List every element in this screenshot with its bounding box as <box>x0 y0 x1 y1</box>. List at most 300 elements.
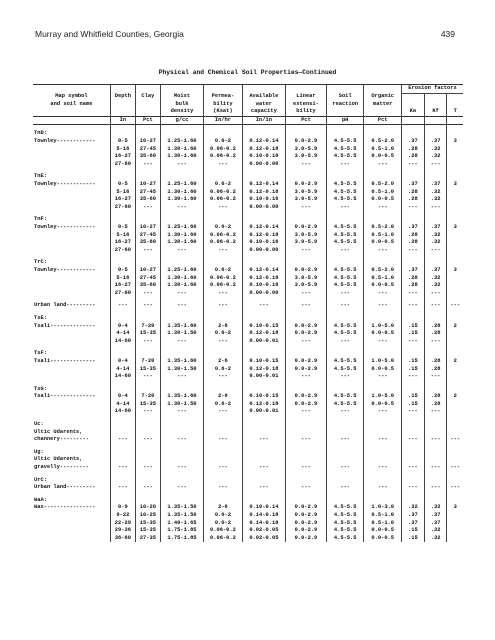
soil-name-cell <box>33 535 110 543</box>
value-cell: --- <box>110 436 135 444</box>
value-cell: .28 <box>401 232 424 240</box>
value-cell: 2-6 <box>204 504 243 512</box>
value-cell: 0.0-0.5 <box>364 527 402 535</box>
value-cell <box>160 429 203 437</box>
value-cell: .37 <box>401 267 424 275</box>
value-cell <box>447 366 463 374</box>
value-cell: --- <box>447 484 463 492</box>
value-cell: 0.0-2.9 <box>285 323 326 331</box>
value-cell: 0.0-0.5 <box>364 282 402 290</box>
value-cell: 3 <box>447 267 463 275</box>
value-cell: 10-27 <box>135 224 160 232</box>
soil-name-cell: Urban land--------- <box>34 302 96 309</box>
value-cell <box>447 196 463 204</box>
value-cell: 0.10-0.16 <box>242 239 285 247</box>
value-cell: 0.10-0.15 <box>242 323 285 331</box>
value-cell: 0.06-0.2 <box>204 282 243 290</box>
map-symbol-row <box>33 449 463 457</box>
value-cell: --- <box>135 373 160 381</box>
value-cell: 1.25-1.60 <box>160 138 203 146</box>
col-organic-2: matter <box>364 101 402 109</box>
value-cell: 1.30-1.50 <box>160 401 203 409</box>
value-cell: 0.00-0.00 <box>242 161 285 169</box>
value-cell: --- <box>401 464 424 472</box>
table-row <box>33 520 463 528</box>
value-cell: .28 <box>401 146 424 154</box>
value-cell: 0.06-0.2 <box>204 189 243 197</box>
table-row <box>33 393 463 401</box>
value-cell: 0.10-0.15 <box>242 393 285 401</box>
soil-name-cell <box>33 408 110 416</box>
map-symbol-row <box>33 259 463 267</box>
value-cell: 3.0-5.9 <box>285 282 326 290</box>
value-cell: 29-36 <box>110 527 135 535</box>
value-cell: 0-4 <box>110 358 135 366</box>
value-cell: --- <box>204 161 243 169</box>
value-cell: .37 <box>424 512 447 520</box>
value-cell <box>242 456 285 464</box>
value-cell: 4.5-5.5 <box>326 267 364 275</box>
value-cell: 1.30-1.50 <box>160 366 203 374</box>
value-cell: 0.00-0.01 <box>242 338 285 346</box>
value-cell: --- <box>135 161 160 169</box>
value-cell: 3.0-5.9 <box>285 232 326 240</box>
value-cell: 2 <box>447 393 463 401</box>
value-cell <box>447 247 463 255</box>
value-cell: .15 <box>401 330 424 338</box>
value-cell: .32 <box>424 282 447 290</box>
value-cell: 7-20 <box>135 358 160 366</box>
value-cell: --- <box>204 290 243 298</box>
table-row <box>33 146 463 154</box>
value-cell: 0.10-0.16 <box>242 196 285 204</box>
value-cell: 0.0-0.5 <box>364 239 402 247</box>
value-cell: 0.02-0.05 <box>242 535 285 543</box>
value-cell: 27-60 <box>110 290 135 298</box>
col-moist: Moist <box>160 93 203 101</box>
col-map-symbol: Map symbol <box>55 93 88 100</box>
value-cell: 0.00-0.00 <box>242 290 285 298</box>
map-symbol: Ug: <box>34 448 44 455</box>
value-cell: --- <box>160 373 203 381</box>
value-cell: 16-27 <box>110 282 135 290</box>
value-cell: --- <box>364 436 402 444</box>
value-cell: --- <box>424 204 447 212</box>
value-cell: 14-60 <box>110 373 135 381</box>
table-row <box>33 161 463 169</box>
value-cell: 1.35-1.50 <box>160 504 203 512</box>
value-cell <box>447 146 463 154</box>
col-map-symbol-2: and soil name <box>50 100 93 107</box>
table-row <box>33 275 463 283</box>
value-cell: 0.12-0.18 <box>242 189 285 197</box>
value-cell <box>447 232 463 240</box>
unit-clay: Pct <box>135 116 160 125</box>
value-cell: 0-5 <box>110 181 135 189</box>
value-cell: 4.5-5.5 <box>326 146 364 154</box>
value-cell: 4-14 <box>110 366 135 374</box>
value-cell: 4.5-5.5 <box>326 535 364 543</box>
value-cell: .32 <box>424 535 447 543</box>
value-cell <box>285 429 326 437</box>
value-cell: .32 <box>424 527 447 535</box>
value-cell: 5-16 <box>110 232 135 240</box>
table-row <box>33 302 463 310</box>
soil-name-cell: Tsali-------------- <box>34 393 96 400</box>
value-cell: 0.0-2.9 <box>285 330 326 338</box>
table-row <box>33 504 463 512</box>
value-cell: 0.12-0.14 <box>242 181 285 189</box>
value-cell: --- <box>242 464 285 472</box>
value-cell: 0.0-2.9 <box>285 138 326 146</box>
value-cell: 27-60 <box>110 247 135 255</box>
value-cell: 0.0-2.9 <box>285 527 326 535</box>
table-row <box>33 239 463 247</box>
value-cell: 1.30-1.60 <box>160 196 203 204</box>
value-cell: 3 <box>447 181 463 189</box>
value-cell: 0.6-2 <box>204 224 243 232</box>
value-cell: --- <box>204 436 243 444</box>
value-cell: 4.5-5.5 <box>326 153 364 161</box>
value-cell: 2 <box>447 358 463 366</box>
map-symbol-row <box>33 386 463 394</box>
value-cell: --- <box>424 302 447 310</box>
unit-ph: pH <box>326 116 364 125</box>
value-cell: --- <box>364 247 402 255</box>
value-cell: --- <box>135 247 160 255</box>
map-symbol-row <box>33 173 463 181</box>
value-cell: --- <box>424 161 447 169</box>
value-cell: --- <box>160 484 203 492</box>
value-cell: --- <box>401 408 424 416</box>
unit-organic: Pct <box>364 116 402 125</box>
value-cell: 4-14 <box>110 401 135 409</box>
value-cell: 4.5-5.5 <box>326 275 364 283</box>
value-cell: --- <box>285 204 326 212</box>
value-cell: --- <box>401 204 424 212</box>
value-cell: --- <box>285 290 326 298</box>
value-cell: --- <box>204 408 243 416</box>
soil-name-cell <box>33 275 110 283</box>
header-row-erosion <box>33 85 463 94</box>
value-cell: --- <box>135 204 160 212</box>
value-cell: 0.0-2.9 <box>285 520 326 528</box>
value-cell: --- <box>204 464 243 472</box>
map-symbol: Uc: <box>34 421 44 428</box>
soil-name-cell: Townley------------ <box>34 181 96 188</box>
value-cell: 0.0-2.9 <box>285 181 326 189</box>
value-cell: --- <box>364 302 402 310</box>
value-cell: 27-45 <box>135 275 160 283</box>
value-cell: 3 <box>447 138 463 146</box>
value-cell: 1.30-1.60 <box>160 275 203 283</box>
value-cell: --- <box>135 464 160 472</box>
value-cell: 3.0-5.9 <box>285 196 326 204</box>
value-cell: 5-16 <box>110 146 135 154</box>
value-cell: 1.30-1.60 <box>160 232 203 240</box>
value-cell: 0.5-1.0 <box>364 512 402 520</box>
value-cell <box>160 456 203 464</box>
col-perm-3: (Ksat) <box>204 108 243 116</box>
value-cell: 7-20 <box>135 393 160 401</box>
table-row <box>33 224 463 232</box>
col-soil-reaction: Soil <box>326 93 364 101</box>
value-cell: 0.5-1.0 <box>364 189 402 197</box>
value-cell: .15 <box>401 358 424 366</box>
value-cell: --- <box>326 247 364 255</box>
map-symbol-row <box>33 315 463 323</box>
value-cell: .15 <box>401 527 424 535</box>
soil-name-cell <box>33 161 110 169</box>
table-row <box>33 408 463 416</box>
map-symbol: UrC: <box>34 476 47 483</box>
value-cell: 15-35 <box>135 520 160 528</box>
table-row <box>33 366 463 374</box>
value-cell: --- <box>364 408 402 416</box>
value-cell: 27-45 <box>135 189 160 197</box>
value-cell: --- <box>447 302 463 310</box>
soil-name-cell <box>33 290 110 298</box>
value-cell: 1.35-1.60 <box>160 358 203 366</box>
value-cell: .28 <box>424 393 447 401</box>
value-cell: --- <box>364 373 402 381</box>
value-cell: 4.5-5.5 <box>326 323 364 331</box>
col-linear-2: extensi- <box>285 101 326 109</box>
value-cell: --- <box>160 290 203 298</box>
value-cell <box>204 456 243 464</box>
table-row <box>33 196 463 204</box>
value-cell: 0-5 <box>110 224 135 232</box>
value-cell: 3.0-5.9 <box>285 189 326 197</box>
value-cell: 1.30-1.60 <box>160 189 203 197</box>
soil-name-cell <box>33 153 110 161</box>
value-cell: 0.06-0.2 <box>204 275 243 283</box>
value-cell: --- <box>160 464 203 472</box>
table-row <box>33 484 463 492</box>
value-cell: .37 <box>401 138 424 146</box>
value-cell: --- <box>160 436 203 444</box>
value-cell: --- <box>326 436 364 444</box>
map-symbol-row <box>33 216 463 224</box>
value-cell: 1.35-1.60 <box>160 393 203 401</box>
value-cell <box>364 456 402 464</box>
value-cell: .37 <box>401 224 424 232</box>
soil-name-cell <box>33 204 110 212</box>
value-cell: .28 <box>401 153 424 161</box>
value-cell: 1.75-1.85 <box>160 527 203 535</box>
value-cell: 7-20 <box>135 323 160 331</box>
value-cell: 0.5-1.0 <box>364 275 402 283</box>
value-cell: 0.0-2.9 <box>285 504 326 512</box>
value-cell: --- <box>401 338 424 346</box>
value-cell: 1.35-1.60 <box>160 323 203 331</box>
value-cell: .28 <box>401 196 424 204</box>
map-symbol: TsE: <box>34 314 47 321</box>
table-row <box>33 338 463 346</box>
value-cell: 0-5 <box>110 267 135 275</box>
value-cell: 0.06-0.2 <box>204 535 243 543</box>
value-cell: 0.0-2.9 <box>285 224 326 232</box>
value-cell: --- <box>160 338 203 346</box>
value-cell <box>447 290 463 298</box>
value-cell: 0.6-2 <box>204 138 243 146</box>
value-cell: .28 <box>401 239 424 247</box>
value-cell: 3 <box>447 504 463 512</box>
value-cell: 10-20 <box>135 504 160 512</box>
col-awc-2: water <box>242 101 285 109</box>
value-cell: .32 <box>424 504 447 512</box>
value-cell: 27-60 <box>110 204 135 212</box>
value-cell: 4.5-5.5 <box>326 196 364 204</box>
value-cell: 0.06-0.2 <box>204 196 243 204</box>
value-cell: --- <box>401 436 424 444</box>
value-cell: 3 <box>447 224 463 232</box>
soil-name-cell <box>33 338 110 346</box>
value-cell: 0-4 <box>110 393 135 401</box>
value-cell: --- <box>160 408 203 416</box>
value-cell: 22-29 <box>110 520 135 528</box>
value-cell <box>401 456 424 464</box>
value-cell: 0.0-2.9 <box>285 401 326 409</box>
value-cell: .37 <box>424 181 447 189</box>
col-moist-3: density <box>160 108 203 116</box>
value-cell <box>447 527 463 535</box>
value-cell: .28 <box>424 401 447 409</box>
value-cell: 0.12-0.18 <box>242 330 285 338</box>
value-cell: 36-60 <box>110 535 135 543</box>
value-cell: --- <box>110 464 135 472</box>
value-cell: 0.12-0.14 <box>242 267 285 275</box>
value-cell: 0.0-2.9 <box>285 393 326 401</box>
value-cell: 15-35 <box>135 527 160 535</box>
unit-perm: In/hr <box>204 116 243 125</box>
value-cell: 27-35 <box>135 535 160 543</box>
page-number: 439 <box>440 29 455 39</box>
map-symbol-row <box>33 130 463 138</box>
value-cell: 0.06-0.2 <box>204 146 243 154</box>
table-row <box>33 247 463 255</box>
value-cell: --- <box>285 247 326 255</box>
value-cell: 0.0-2.9 <box>285 358 326 366</box>
soil-name-cell <box>33 366 110 374</box>
header-row-3 <box>33 108 463 116</box>
value-cell: 4.5-5.5 <box>326 232 364 240</box>
value-cell: .15 <box>401 401 424 409</box>
soil-name-cell <box>33 520 110 528</box>
value-cell: 16-27 <box>110 239 135 247</box>
value-cell <box>447 189 463 197</box>
value-cell: 0.12-0.18 <box>242 146 285 154</box>
table-row <box>33 330 463 338</box>
value-cell: 3.0-5.9 <box>285 146 326 154</box>
value-cell: --- <box>285 338 326 346</box>
value-cell: 0.06-0.2 <box>204 153 243 161</box>
value-cell: .28 <box>401 282 424 290</box>
value-cell: .15 <box>401 366 424 374</box>
value-cell: --- <box>401 290 424 298</box>
value-cell: 1.30-1.60 <box>160 282 203 290</box>
value-cell: --- <box>364 338 402 346</box>
value-cell: 0.00-0.01 <box>242 373 285 381</box>
value-cell: --- <box>285 484 326 492</box>
value-cell: --- <box>285 161 326 169</box>
value-cell: --- <box>285 436 326 444</box>
value-cell: 0.06-0.2 <box>204 232 243 240</box>
value-cell: 27-60 <box>110 161 135 169</box>
value-cell: --- <box>135 436 160 444</box>
value-cell <box>447 338 463 346</box>
value-cell: 0.12-0.18 <box>242 366 285 374</box>
value-cell: --- <box>204 302 243 310</box>
map-symbol-row <box>33 350 463 358</box>
value-cell: 1.30-1.60 <box>160 239 203 247</box>
value-cell: 0.12-0.18 <box>242 275 285 283</box>
value-cell: --- <box>401 302 424 310</box>
value-cell: 0.5-2.0 <box>364 224 402 232</box>
value-cell: --- <box>326 464 364 472</box>
header-row-1 <box>33 93 463 101</box>
value-cell: --- <box>242 302 285 310</box>
value-cell: 10-25 <box>135 512 160 520</box>
value-cell: .15 <box>401 393 424 401</box>
value-cell <box>110 456 135 464</box>
value-cell: --- <box>204 338 243 346</box>
table-row <box>33 181 463 189</box>
value-cell: 4.5-5.5 <box>326 393 364 401</box>
table-row <box>33 138 463 146</box>
value-cell: 5-16 <box>110 189 135 197</box>
value-cell: 4-14 <box>110 330 135 338</box>
value-cell: 0.14-0.18 <box>242 520 285 528</box>
value-cell: 0.06-0.2 <box>204 239 243 247</box>
value-cell: --- <box>242 436 285 444</box>
value-cell <box>447 512 463 520</box>
value-cell: .32 <box>424 239 447 247</box>
value-cell <box>447 373 463 381</box>
value-cell: 0.00-0.00 <box>242 204 285 212</box>
table-title: Physical and Chemical Soil Properties—Continued <box>158 69 337 76</box>
soil-name-cell: Ultic Udarents, <box>34 456 83 463</box>
value-cell: 2-6 <box>204 358 243 366</box>
table-row <box>33 512 463 520</box>
value-cell: 0.10-0.14 <box>242 504 285 512</box>
soil-name-cell <box>33 146 110 154</box>
value-cell: 0.6-2 <box>204 401 243 409</box>
value-cell: 0.6-2 <box>204 366 243 374</box>
value-cell: 0.0-0.5 <box>364 330 402 338</box>
value-cell <box>447 429 463 437</box>
value-cell: 10-27 <box>135 138 160 146</box>
value-cell: --- <box>326 338 364 346</box>
value-cell: 0.10-0.16 <box>242 282 285 290</box>
value-cell: --- <box>364 204 402 212</box>
value-cell: .32 <box>424 146 447 154</box>
value-cell: 0.6-2 <box>204 520 243 528</box>
value-cell: --- <box>424 484 447 492</box>
value-cell <box>285 456 326 464</box>
value-cell: --- <box>110 302 135 310</box>
value-cell <box>401 429 424 437</box>
value-cell: 1.30-1.60 <box>160 146 203 154</box>
col-linear-3: bility <box>285 108 326 116</box>
value-cell: --- <box>447 436 463 444</box>
table-row <box>33 429 463 437</box>
value-cell <box>447 330 463 338</box>
table-row <box>33 535 463 543</box>
value-cell: --- <box>285 464 326 472</box>
value-cell: --- <box>204 484 243 492</box>
value-cell: 15-35 <box>135 366 160 374</box>
